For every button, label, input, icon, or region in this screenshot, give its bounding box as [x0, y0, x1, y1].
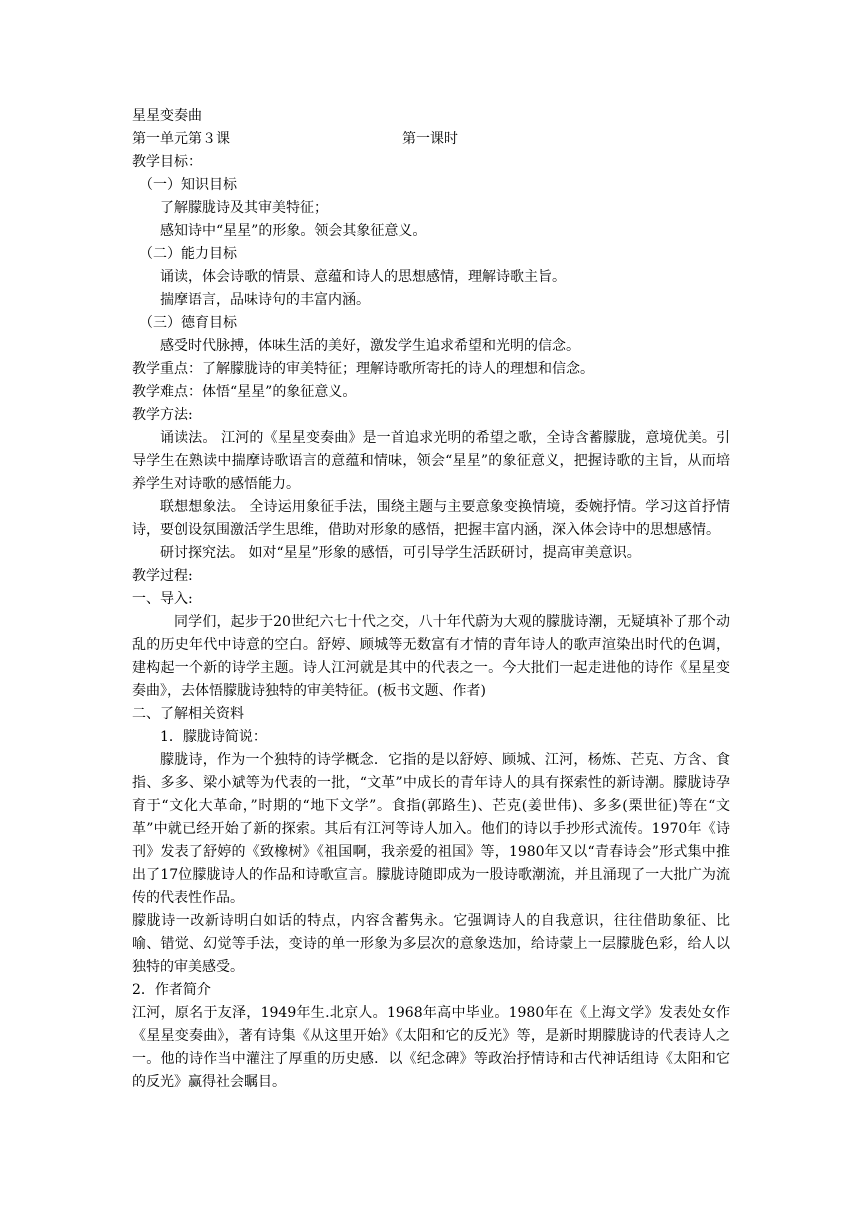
method-paragraph: 联想想象法。 全诗运用象征手法，围绕主题与主要意象变换情境，委婉抒情。学习这首抒情诗，要创设氛围激活学生思维，借助对形象的感悟，把握丰富内涵，深入体会诗中的思想感情。	[132, 499, 730, 538]
teaching-difficult-point: 教学难点：体悟“星星”的象征意义。	[132, 384, 357, 400]
lesson-info-line	[132, 128, 730, 151]
moral-objective-item: 感受时代脉搏，体味生活的美好，激发学生追求希望和光明的信念。	[160, 338, 580, 354]
misty-poetry-paragraph: 朦胧诗，作为一个独特的诗学概念．它指的是以舒婷、顾城、江河，杨炼、芒克、方含、食指、多多、梁小斌等为代表的一批，“文革”中成长的青年诗人的具有探索性的新诗潮。朦胧诗孕育于“文化大革命，”时期的“地下文学”。食指(郭路生)、芒克(姜世伟)、多多(栗世征)等在“文革”中就已经开始了新的探索。其后有江河等诗人加入。他们的诗以手抄形式流传。1970年《诗刊》发表了舒婷的《致橡树》《祖国啊，我亲爱的祖国》等，1980年又以“青春诗会”形式集中推出了17位朦胧诗人的作品和诗歌宣言。朦胧诗随即成为一股诗歌潮流，并且涌现了一大批广为流传的代表性作品。	[132, 752, 730, 906]
objectives-heading: 教学目标：	[132, 154, 202, 170]
misty-poetry-paragraph: 朦胧诗一改新诗明白如话的特点，内容含蓄隽永。它强调诗人的自我意识，往往借助象征、比喻、错觉、幻觉等手法，变诗的单一形象为多层次的意象迭加，给诗蒙上一层朦胧色彩，给人以独特的审美感受。	[132, 913, 730, 975]
ability-objective-heading: （二）能力目标	[139, 246, 237, 262]
author-intro-paragraph: 江河，原名于友泽，1949年生.北京人。1968年高中毕业。1980年在《上海文学》发表处女作《星星变奏曲》，著有诗集《从这里开始》《太阳和它的反光》等，是新时期朦胧诗的代表诗人之一。他的诗作当中灌注了厚重的历史感．以《纪念碑》等政治抒情诗和古代神话组诗《太阳和它的反光》赢得社会瞩目。	[132, 1005, 730, 1090]
knowledge-objective-item: 感知诗中“星星”的形象。领会其象征意义。	[160, 223, 427, 239]
method-paragraph: 研讨探究法。 如对“星星”形象的感悟，可引导学生活跃研讨，提高审美意识。	[160, 545, 641, 561]
author-intro-heading: 2．作者简介	[132, 982, 211, 998]
intro-heading: 一、导入:	[132, 591, 193, 607]
ability-objective-item: 揣摩语言，品味诗句的丰富内涵。	[160, 292, 370, 308]
process-heading: 教学过程:	[132, 568, 193, 584]
moral-objective-heading: （三）德育目标	[139, 315, 237, 331]
intro-paragraph: 同学们，起步于20世纪六七十代之交，八十年代蔚为大观的朦胧诗潮，无疑填补了那个动乱的历史年代中诗意的空白。舒婷、顾城等无数富有才情的青年诗人的歌声渲染出时代的色调，建构起一个新的诗学主题。诗人江河就是其中的代表之一。今大批们一起走进他的诗作《星星变奏曲》，去体悟朦胧诗独特的审美特征。(板书文题、作者)	[132, 614, 730, 699]
method-paragraph: 诵读法。 江河的《星星变奏曲》是一首追求光明的希望之歌，全诗含蓄朦胧，意境优美。引导学生在熟读中揣摩诗歌语言的意蕴和情味，领会“星星”的象征意义，把握诗歌的主旨，从而培养学生对诗歌的感悟能力。	[132, 430, 730, 492]
teaching-key-point: 教学重点：了解朦胧诗的审美特征；理解诗歌所寄托的诗人的理想和信念。	[132, 361, 594, 377]
knowledge-objective-item: 了解朦胧诗及其审美特征；	[160, 200, 328, 216]
background-heading: 二、了解相关资料	[132, 706, 244, 722]
knowledge-objective-heading: （一）知识目标	[139, 177, 237, 193]
document-title: 星星变奏曲	[132, 108, 202, 124]
misty-poetry-heading: 1．朦胧诗简说：	[160, 729, 267, 745]
methods-heading: 教学方法:	[132, 407, 193, 423]
lesson-unit: 第一单元第３课	[132, 131, 230, 147]
lesson-period: 第一课时	[402, 131, 458, 147]
ability-objective-item: 诵读，体会诗歌的情景、意蕴和诗人的思想感情，理解诗歌主旨。	[160, 269, 566, 285]
document-body	[132, 105, 730, 1094]
